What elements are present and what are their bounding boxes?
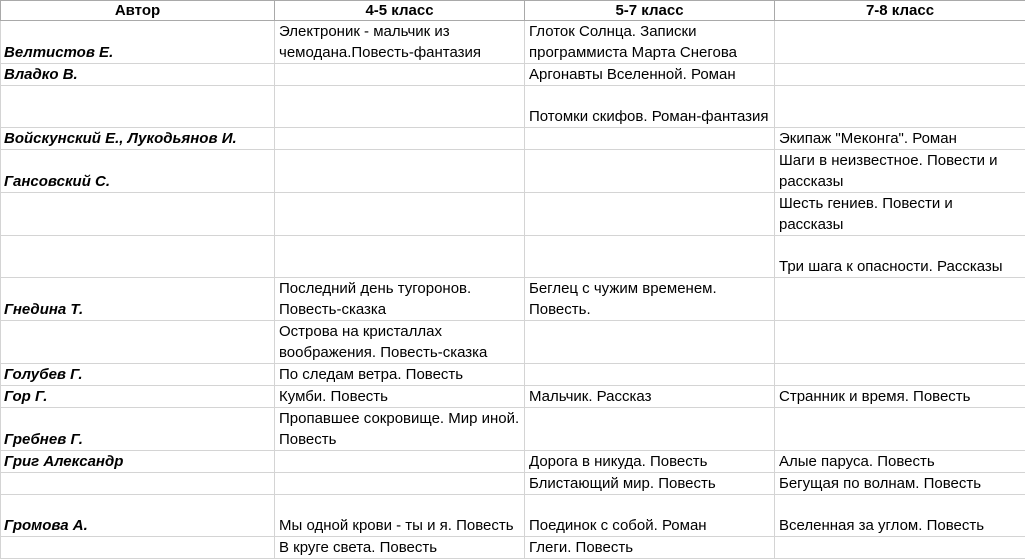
cell-author[interactable] bbox=[1, 537, 275, 559]
cell-grade-5-7[interactable] bbox=[525, 128, 775, 150]
cell-grade-4-5[interactable] bbox=[275, 86, 525, 128]
cell-grade-7-8[interactable]: Экипаж "Меконга". Роман bbox=[775, 128, 1025, 150]
cell-grade-5-7[interactable]: Потомки скифов. Роман-фантазия bbox=[525, 86, 775, 128]
cell-grade-5-7[interactable] bbox=[525, 364, 775, 386]
cell-author[interactable] bbox=[1, 86, 275, 128]
header-row bbox=[1, 1, 1025, 21]
cell-grade-4-5[interactable] bbox=[275, 236, 525, 278]
cell-grade-5-7[interactable]: Мальчик. Рассказ bbox=[525, 386, 775, 408]
cell-grade-7-8[interactable] bbox=[775, 364, 1025, 386]
cell-grade-7-8[interactable]: Шаги в неизвестное. Повести и рассказы bbox=[775, 150, 1025, 193]
cell-author[interactable]: Гансовский С. bbox=[1, 150, 275, 193]
table-row bbox=[1, 473, 1025, 495]
cell-grade-4-5[interactable]: Кумби. Повесть bbox=[275, 386, 525, 408]
cell-grade-4-5[interactable] bbox=[275, 64, 525, 86]
cell-author[interactable] bbox=[1, 193, 275, 236]
cell-grade-4-5[interactable]: Последний день тугоронов. Повесть-сказка bbox=[275, 278, 525, 321]
cell-grade-5-7[interactable] bbox=[525, 321, 775, 364]
cell-author[interactable]: Голубев Г. bbox=[1, 364, 275, 386]
cell-grade-7-8[interactable] bbox=[775, 21, 1025, 64]
cell-grade-5-7[interactable] bbox=[525, 408, 775, 451]
cell-grade-5-7[interactable]: Глоток Солнца. Записки программиста Марта Снегова bbox=[525, 21, 775, 64]
cell-grade-4-5[interactable]: Мы одной крови - ты и я. Повесть bbox=[275, 495, 525, 537]
table-row bbox=[1, 128, 1025, 150]
cell-grade-7-8[interactable] bbox=[775, 278, 1025, 321]
cell-grade-7-8[interactable] bbox=[775, 408, 1025, 451]
table-row bbox=[1, 364, 1025, 386]
cell-author[interactable]: Гор Г. bbox=[1, 386, 275, 408]
cell-grade-4-5[interactable]: Острова на кристаллах воображения. Повесть-сказка bbox=[275, 321, 525, 364]
cell-author[interactable]: Владко В. bbox=[1, 64, 275, 86]
header-grade-5-7[interactable]: 5-7 класс bbox=[525, 1, 775, 21]
table-row bbox=[1, 236, 1025, 278]
table-row bbox=[1, 193, 1025, 236]
table-row bbox=[1, 386, 1025, 408]
cell-grade-7-8[interactable]: Три шага к опасности. Рассказы bbox=[775, 236, 1025, 278]
table-row bbox=[1, 21, 1025, 64]
cell-grade-5-7[interactable] bbox=[525, 236, 775, 278]
cell-grade-5-7[interactable] bbox=[525, 193, 775, 236]
cell-grade-4-5[interactable] bbox=[275, 193, 525, 236]
cell-grade-7-8[interactable] bbox=[775, 64, 1025, 86]
cell-grade-7-8[interactable] bbox=[775, 537, 1025, 559]
table-row bbox=[1, 321, 1025, 364]
table-row bbox=[1, 408, 1025, 451]
cell-grade-7-8[interactable]: Бегущая по волнам. Повесть bbox=[775, 473, 1025, 495]
header-grade-4-5[interactable]: 4-5 класс bbox=[275, 1, 525, 21]
cell-grade-5-7[interactable]: Беглец с чужим временем. Повесть. bbox=[525, 278, 775, 321]
table-row bbox=[1, 451, 1025, 473]
cell-author[interactable] bbox=[1, 236, 275, 278]
cell-author[interactable]: Гребнев Г. bbox=[1, 408, 275, 451]
table-row bbox=[1, 64, 1025, 86]
cell-grade-4-5[interactable] bbox=[275, 128, 525, 150]
cell-grade-7-8[interactable] bbox=[775, 321, 1025, 364]
cell-author[interactable]: Войскунский Е., Лукодьянов И. bbox=[1, 128, 275, 150]
cell-author[interactable] bbox=[1, 321, 275, 364]
header-author[interactable]: Автор bbox=[1, 1, 275, 21]
table-row bbox=[1, 150, 1025, 193]
cell-grade-4-5[interactable]: В круге света. Повесть bbox=[275, 537, 525, 559]
cell-grade-7-8[interactable]: Шесть гениев. Повести и рассказы bbox=[775, 193, 1025, 236]
cell-author[interactable]: Гнедина Т. bbox=[1, 278, 275, 321]
cell-grade-5-7[interactable]: Глеги. Повесть bbox=[525, 537, 775, 559]
cell-author[interactable]: Григ Александр bbox=[1, 451, 275, 473]
table-row bbox=[1, 278, 1025, 321]
table-row bbox=[1, 537, 1025, 559]
cell-grade-4-5[interactable]: Электроник - мальчик из чемодана.Повесть-фантазия bbox=[275, 21, 525, 64]
cell-grade-4-5[interactable] bbox=[275, 150, 525, 193]
cell-grade-4-5[interactable] bbox=[275, 473, 525, 495]
cell-grade-7-8[interactable]: Алые паруса. Повесть bbox=[775, 451, 1025, 473]
cell-author[interactable]: Громова А. bbox=[1, 495, 275, 537]
cell-grade-7-8[interactable]: Вселенная за углом. Повесть bbox=[775, 495, 1025, 537]
cell-grade-4-5[interactable]: По следам ветра. Повесть bbox=[275, 364, 525, 386]
cell-author[interactable]: Велтистов Е. bbox=[1, 21, 275, 64]
cell-grade-7-8[interactable]: Странник и время. Повесть bbox=[775, 386, 1025, 408]
cell-grade-7-8[interactable] bbox=[775, 86, 1025, 128]
cell-grade-5-7[interactable]: Дорога в никуда. Повесть bbox=[525, 451, 775, 473]
header-grade-7-8[interactable]: 7-8 класс bbox=[775, 1, 1025, 21]
cell-grade-5-7[interactable]: Поединок с собой. Роман bbox=[525, 495, 775, 537]
table-row bbox=[1, 86, 1025, 128]
cell-grade-5-7[interactable] bbox=[525, 150, 775, 193]
cell-author[interactable] bbox=[1, 473, 275, 495]
cell-grade-4-5[interactable]: Пропавшее сокровище. Мир иной. Повесть bbox=[275, 408, 525, 451]
cell-grade-5-7[interactable]: Блистающий мир. Повесть bbox=[525, 473, 775, 495]
cell-grade-5-7[interactable]: Аргонавты Вселенной. Роман bbox=[525, 64, 775, 86]
table-row bbox=[1, 495, 1025, 537]
cell-grade-4-5[interactable] bbox=[275, 451, 525, 473]
